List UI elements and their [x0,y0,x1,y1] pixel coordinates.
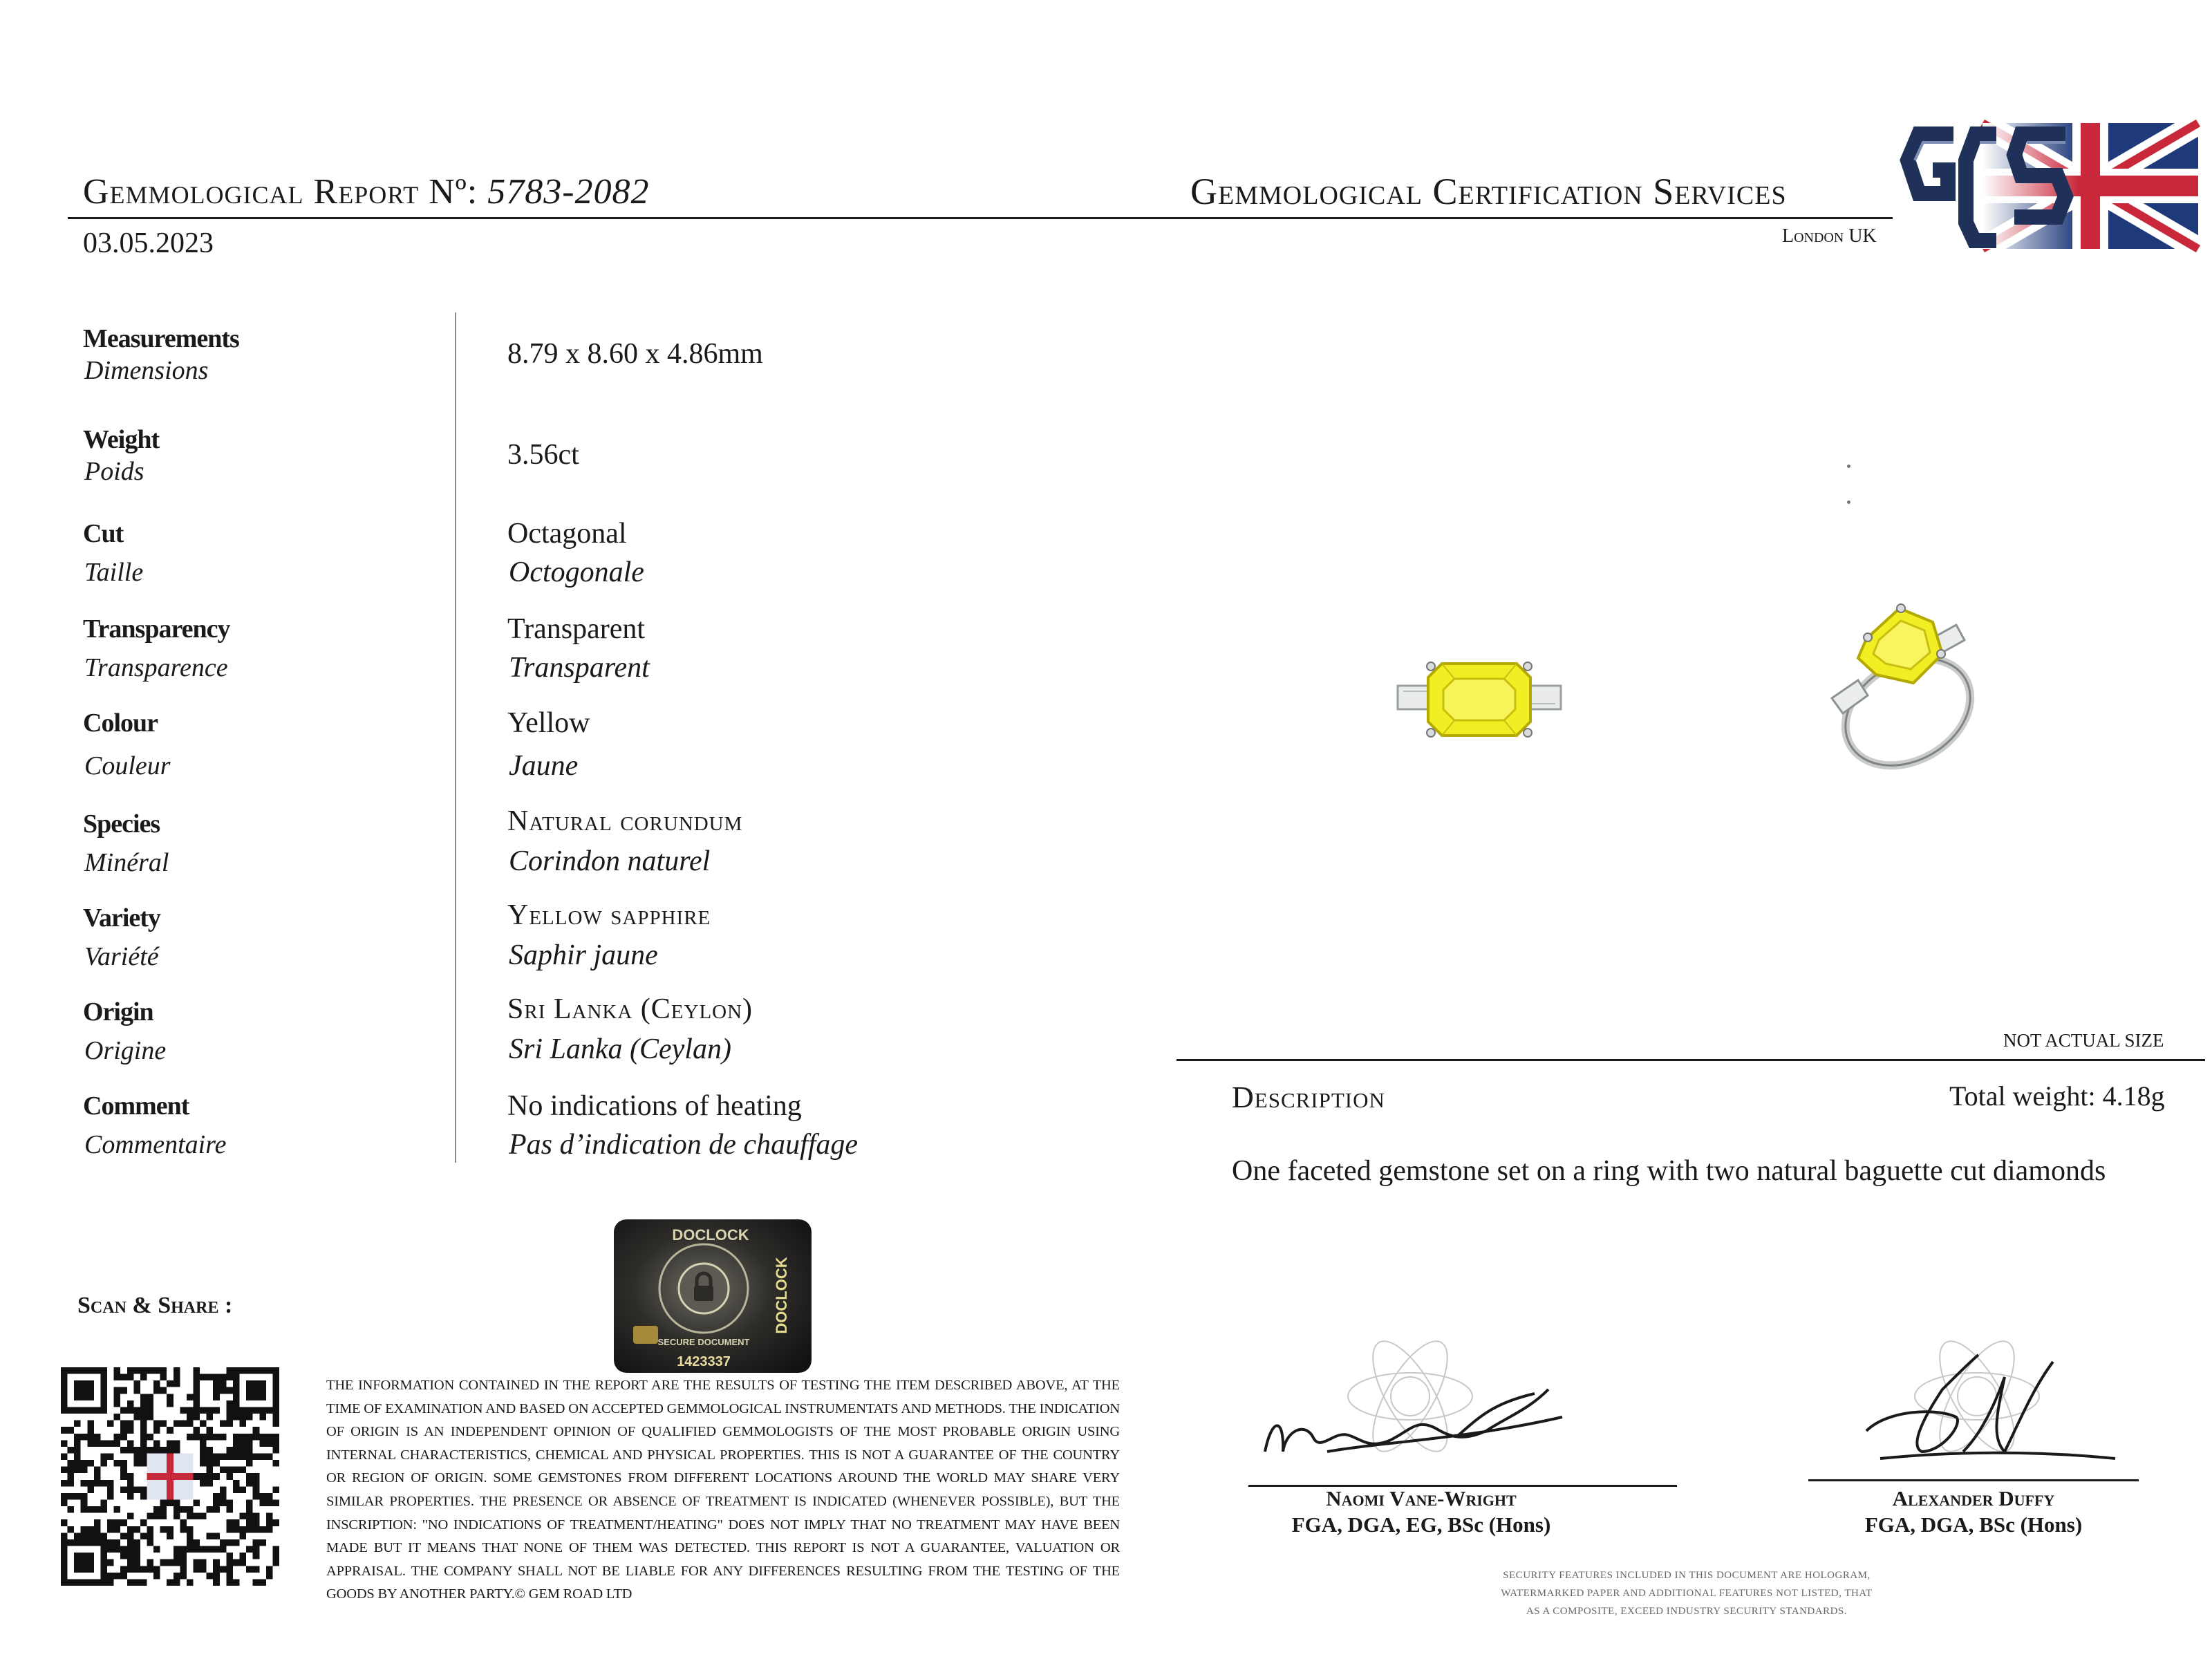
description-divider [1177,1059,2205,1061]
signature-line [1808,1479,2139,1481]
company-name: Gemmological Certification Services [1190,171,1787,212]
scan-share-label: Scan & Share : [77,1293,233,1318]
label-measurements: Measurements [83,324,239,353]
not-actual-size-note: NOT ACTUAL SIZE [2003,1030,2164,1051]
value-colour-fr: Jaune [509,750,579,782]
signatory-credentials-2: FGA, DGA, BSc (Hons) [1864,1512,2083,1537]
value-variety: Yellow sapphire [507,899,711,931]
atom-watermark-icon [1915,1331,2039,1462]
value-cut: Octagonal [507,518,627,550]
label-comment: Comment [83,1091,189,1121]
value-origin-fr: Sri Lanka (Ceylan) [509,1033,731,1065]
value-transparency: Transparent [507,613,646,645]
report-date: 03.05.2023 [83,227,214,259]
value-weight: 3.56ct [507,439,579,471]
label-origin: Origin [83,997,153,1027]
total-weight: Total weight: 4.18g [1949,1080,2165,1112]
signatory-name-1: Naomi Vane-Wright [1326,1486,1517,1510]
qr-code[interactable] [61,1367,279,1586]
company-location: London UK [1782,225,1877,247]
qr-flag-emblem-icon [147,1453,193,1499]
value-species: Natural corundum [507,805,743,837]
hologram-caption: SECURE DOCUMENT [657,1337,750,1347]
speck [1847,465,1850,468]
signatory-credentials-1: FGA, DGA, EG, BSc (Hons) [1291,1512,1551,1537]
hologram-seal [614,1219,812,1373]
label-measurements-fr: Dimensions [84,356,209,385]
label-weight: Weight [83,425,160,454]
label-transparency: Transparency [83,615,230,644]
label-colour: Colour [83,709,158,738]
report-title [83,171,650,212]
label-cut: Cut [83,519,124,548]
label-origin-fr: Origine [84,1036,167,1065]
description-text: One faceted gemstone set on a ring with two natural baguette cut diamonds [1232,1155,2106,1187]
value-colour: Yellow [507,707,590,739]
label-weight-fr: Poids [84,457,144,486]
lock-icon [694,1286,713,1301]
hologram-serial: 1423337 [677,1354,731,1369]
value-measurements: 8.79 x 8.60 x 4.86mm [507,338,763,370]
report-number: 5783-2082 [487,172,650,212]
label-cut-fr: Taille [84,558,144,587]
label-transparency-fr: Transparence [84,653,228,682]
label-variety: Variety [83,903,160,932]
ring-side-view-image [1804,594,1998,788]
value-variety-fr: Saphir jaune [509,939,658,971]
table-divider [455,312,456,1163]
value-origin: Sri Lanka (Ceylon) [507,993,753,1025]
label-comment-fr: Commentaire [84,1130,227,1159]
label-species: Species [83,809,160,838]
signature-duffy [1825,1313,2143,1493]
report-label: Gemmological Report Nº: [83,172,478,212]
value-comment-fr: Pas d’indication de chauffage [509,1129,859,1161]
speck [1847,500,1850,504]
description-title: Description [1232,1080,1385,1114]
value-species-fr: Corindon naturel [509,845,711,877]
header-divider [68,217,1893,219]
label-colour-fr: Couleur [84,751,171,780]
value-cut-fr: Octogonale [509,556,644,588]
label-species-fr: Minéral [84,848,169,877]
signatory-name-2: Alexander Duffy [1892,1486,2055,1510]
gcs-logo [1900,119,2201,253]
disclaimer-text: THE INFORMATION CONTAINED IN THE REPORT ARE THE RESULTS OF TESTING THE ITEM DESCRIBED ABOVE, AT THE TIME OF EXAMINATION AND BASED ON ACCEPTED GEMMOLOGICAL INSTRUMENTATS AND METHODS. THE INDICATION OF ORIGIN IS AN INDEPENDENT OPINION OF QUALIFIED GEMMOLOGISTS OF THE MOST PROBABLE ORIGIN USING INTERNAL CHARACTERISTICS, CHEMICAL AND PHYSICAL PROPERTIES. THIS IS NOT A GUARANTEE OF THE COUNTRY OR REGION OF ORIGIN. SOME GEMSTONES FROM DIFFERENT LOCATIONS AROUND THE WORLD MAY SHARE VERY SIMILAR PROPERTIES. THE PRESENCE OR ABSENCE OF TREATMENT IS INDICATED (WHENEVER POSSIBLE), BUT THE INSCRIPTION: "NO INDICATIONS OF TREATMENT/HEATING" DOES NOT IMPLY THAT NO TREATMENT MAY HAVE BEEN MADE BUT IT MEANS THAT NONE OF THEM WAS DETECTED. THIS REPORT IS NOT A GUARANTEE, VALUATION OR APPRAISAL. THE COMPANY SHALL NOT BE LIABLE FOR ANY DIFFERENCES RESULTING FROM THE TESTING OF THE GOODS BY ANOTHER PARTY.© GEM ROAD LTD [326,1378,1120,1602]
hologram-brand-vertical: DOCLOCK [773,1257,790,1334]
label-variety-fr: Variété [84,942,159,971]
value-transparency-fr: Transparent [509,652,650,684]
value-comment: No indications of heating [507,1090,802,1122]
signature-vane-wright [1244,1313,1687,1507]
hologram-brand: DOCLOCK [672,1226,749,1244]
security-features-note: SECURITY FEATURES INCLUDED IN THIS DOCUMENT ARE HOLOGRAM, WATERMARKED PAPER AND ADDITIONAL FEATURES NOT LISTED, THAT AS A COMPOSITE, EXCEED INDUSTRY SECURITY STANDARDS. [1501,1570,1873,1617]
ring-top-view-image [1382,650,1576,747]
